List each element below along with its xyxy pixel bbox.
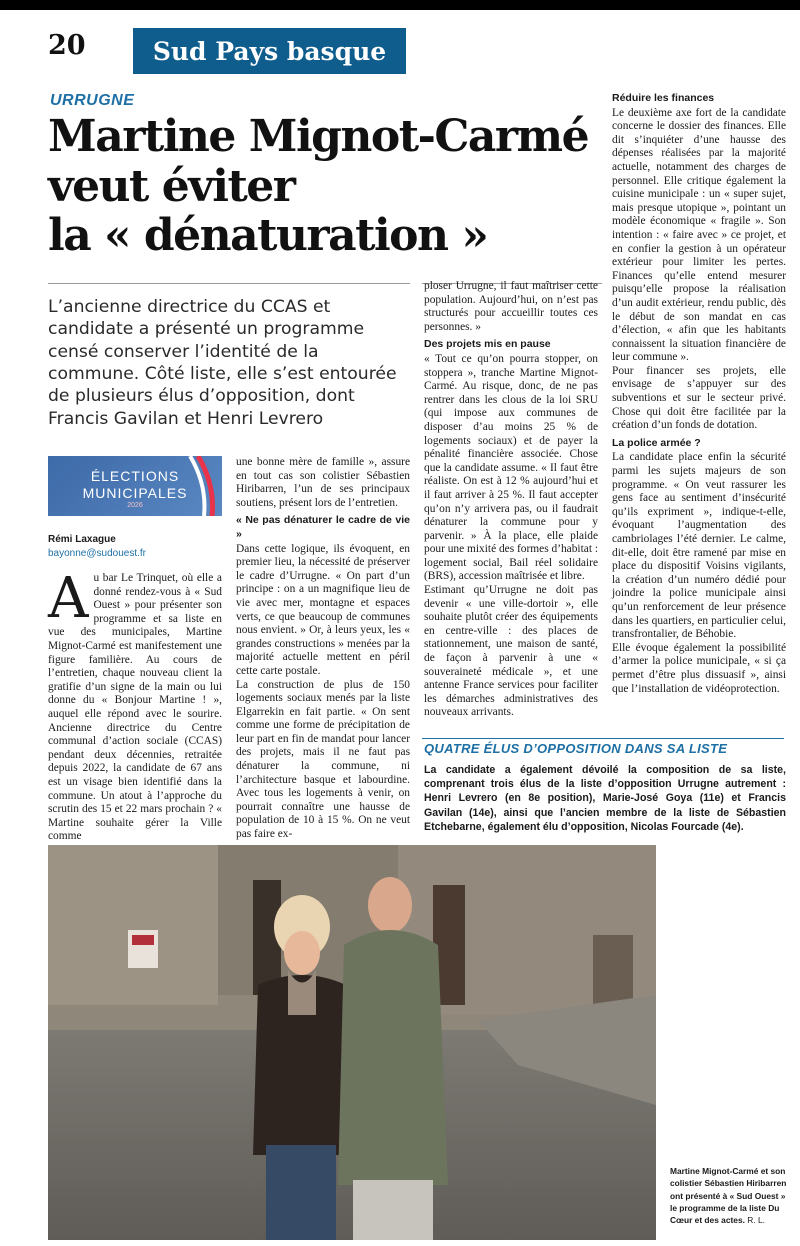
photo-caption	[670, 1165, 794, 1226]
article-headline	[48, 112, 608, 261]
paragraph: Estimant qu’Urrugne ne doit pas devenir « une ville-dortoir », elle souhaite plutôt créer des équipements en centre-ville : des places de stationnement, une maison de santé, de façon à parvenir à une « souveraineté médicale », et une antenne France services pour faciliter les démarches administratives des nouveaux arrivants.	[424, 584, 598, 719]
author-name: Rémi Laxague	[48, 534, 116, 545]
logo-line-1: ÉLECTIONS	[90, 468, 180, 484]
paragraph-text: u bar Le Trinquet, où elle a donné rendez-vous à « Sud Ouest » pour présenter son programme et sa liste en vue des municipales, Martine Mignot-Carmé est manifestement une figure familière. Au cours de l’entretien, chaque nouveau client la gratifie d’un signe de la main ou lui donne du « Bonjour Martine ! », auquel elle répond avec le sourire. Ancienne directrice du Centre communal d’action sociale (CCAS) pendant deux décennies, retraitée depuis 2022, la candidate de 67 ans est un visage bien identifié dans la commune. Un atout à l’approche du scrutin des 15 et 22 mars prochain ? « Martine souhaite gérer la Ville comme	[48, 572, 222, 843]
paragraph: La candidate place enfin la sécurité parmi les sujets majeurs de son programme. « On veut rassurer les gens face au sentiment d’insécurité qu’ils expriment », indique-t-elle, évoquant l’augmentation des cambriolages l’été dernier. Le calme, dit-elle, doit être ramené par mise en place du dispositif Voisins vigilants, la création d’un numéro dédié pour joindre la police municipale ainsi qu’un renforcement de leur présence dans les quartiers, en particulier celui, transfrontalier, de Béhobie.	[612, 451, 786, 641]
box-text: La candidate a également dévoilé la composition de sa liste, comprenant trois élus de la liste d’opposition Urrugne autrement : Henri Levrero (en 8e position), Marie-José Goya (11e) et Francis Gavilan (14e), ainsi que l’ancien membre de la liste de Sébastien Etchebarne, également élu d’opposition, Nicolas Fourcade (4e).	[424, 764, 786, 833]
paragraph	[48, 566, 222, 844]
article-column-2	[236, 456, 410, 842]
paragraph: Elle évoque également la possibilité d’armer la police municipale, « si ça permet d’être plus dissuasif », ainsi que l’installation de vidéoprotection.	[612, 641, 786, 695]
article-column-3	[424, 280, 598, 720]
logo-year: 2026	[127, 502, 143, 509]
divider	[48, 283, 410, 284]
article-photo	[48, 845, 656, 1240]
author-email-link[interactable]: bayonne@sudouest.fr	[48, 548, 146, 559]
headline-line-2: veut éviter	[48, 160, 295, 212]
caption-text: Martine Mignot-Carmé et son colistier Sébastien Hiribarren ont présenté à « Sud Ouest » le programme de la liste Du Cœur et des actes.	[670, 1166, 787, 1226]
paragraph: Pour financer ses projets, elle envisage de s’appuyer sur des subventions et sur le secteur privé. Chose qui doit être facilitée par la création d’un fonds de dotation.	[612, 364, 786, 432]
paragraph: La construction de plus de 150 logements sociaux menés par la liste Elgarrekin en fait partie. « On sent comme une forme de précipitation de leur part en fin de mandat pour lancer des projets, mais il ne faut pas dénaturer la commune, ni l’architecture basque et labourdine. Avec tous les logements à venir, on pourrait connaître une hausse de population de 10 à 15 %. On ne veut pas faire ex-	[236, 678, 410, 841]
photo-credit: R. L.	[747, 1215, 765, 1226]
box-divider	[422, 738, 784, 739]
paragraph: ploser Urrugne, il faut maîtriser cette population. Aujourd’hui, on n’est pas structurés pour accueillir toutes ces personnes. »	[424, 280, 598, 333]
subheading: La police armée ?	[612, 436, 701, 449]
article-kicker: URRUGNE	[50, 92, 135, 109]
drop-cap: A	[48, 566, 89, 631]
logo-line-2: MUNICIPALES	[82, 485, 188, 501]
paragraph: Dans cette logique, ils évoquent, en premier lieu, la nécessité de préserver le cadre d’Urrugne. « On part d’un principe : on a un magnifique lieu de vie avec mer, montagne et espaces verts, ce que beaucoup de communes nous envient. » Or, à leurs yeux, les « grandes constructions » menées par la majorité actuelle mettent en péril cette carte postale.	[236, 542, 410, 677]
subheading: « Ne pas dénaturer le cadre de vie »	[236, 514, 410, 540]
top-bar	[0, 0, 800, 10]
section-badge: Sud Pays basque	[133, 28, 406, 74]
box-title: QUATRE ÉLUS D’OPPOSITION DANS SA LISTE	[424, 741, 728, 756]
subheading: Réduire les finances	[612, 92, 715, 104]
subheading: Des projets mis en pause	[424, 338, 551, 351]
page-number: 20	[48, 30, 86, 61]
photo-illustration	[48, 845, 656, 1240]
paragraph: une bonne mère de famille », assure en tout cas son colistier Sébastien Hiribarren, l’un de ses principaux soutiens, présent lors de l’entretien.	[236, 456, 410, 509]
paragraph: Le deuxième axe fort de la candidate concerne le dossier des finances. Elle dit s’inquiéter d’une hausse des dépenses réalisées par la majorité actuelle, notamment des charges de personnel. Elle critique également la cuisine municipale : un « super sujet, mais presque utopique », pointant un modèle économique « fragile ». Son intention : « faire avec » ce projet, et en confier la gestion à un opérateur extérieur pour limiter les pertes. Finances qu’elle entend mesurer puisqu’elle propose la réalisation d’un audit extérieur, rendu public, dès le début de son mandat en cas d’élection, « afin que les habitants connaissent la situation financière de leur commune ».	[612, 106, 786, 364]
article-lead: L’ancienne directrice du CCAS et candidate a présenté un programme censé conserver l’identité de la commune. Côté liste, elle s’est entourée de plusieurs élus d’opposition, dont Francis Gavilan et Henri Levrero	[48, 297, 397, 429]
article-column-1	[48, 566, 222, 844]
elections-municipales-logo	[48, 456, 222, 516]
headline-line-1: Martine Mignot-Carmé	[48, 111, 589, 162]
article-column-4	[612, 92, 786, 696]
headline-line-3: la « dénaturation »	[48, 210, 488, 262]
paragraph: « Tout ce qu’on pourra stopper, on stoppera », tranche Martine Mignot-Carmé. Au risque, donc, de ne pas rentrer dans les clous de la loi SRU (qui impose aux communes de disposer d’au moins 25 % de logements sociaux) et de payer la pénalité financière associée. Chose que la candidate assume. « Il faut être réaliste. On est à 12 % aujourd’hui et il faut arriver à 25 %. Il faut accepter qu’on n’y arrivera pas, ou il faudrait dénaturer la commune pour y parvenir. » À la place, elle plaide pour une mixité des formes d’habitat : logement social, Bail réel solidaire (BRS), accession maîtrisée et libre.	[424, 352, 598, 583]
